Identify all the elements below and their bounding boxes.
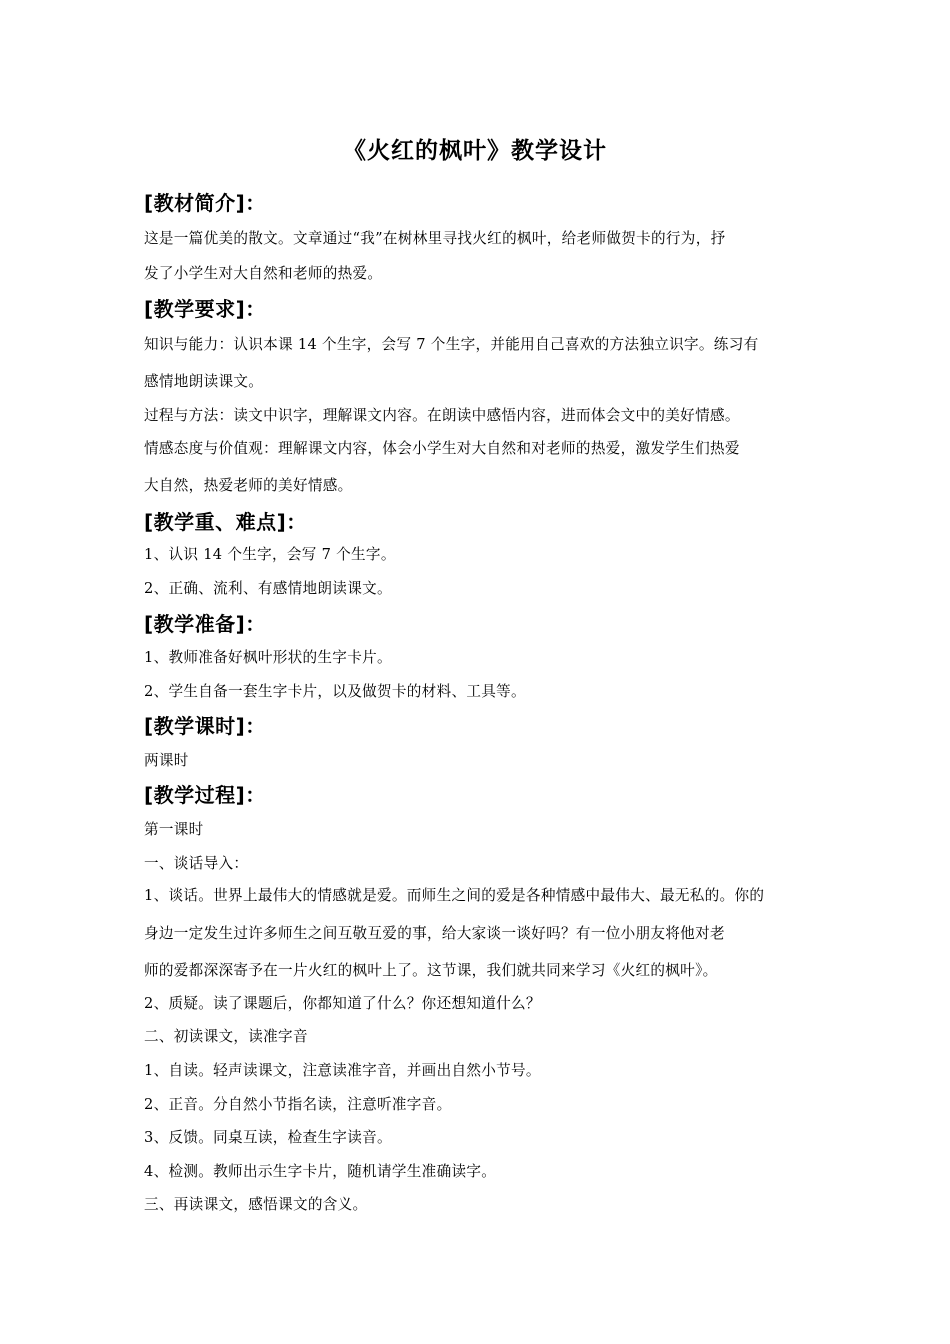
process-line-1: 第一课时 — [144, 821, 204, 838]
requirements-line-5: 大自然，热爱老师的美好情感。 — [144, 477, 353, 494]
section-heading-preparation: [教学准备]： — [144, 612, 266, 636]
process-line-4: 身边一定发生过许多师生之间互敬互爱的事，给大家谈一谈好吗？有一位小朋友将他对老 — [144, 925, 725, 942]
preparation-line-1: 1、教师准备好枫叶形状的生字卡片。 — [144, 649, 392, 666]
process-line-5: 师的爱都深深寄予在一片火红的枫叶上了。这节课，我们就共同来学习《火红的枫叶》。 — [144, 962, 718, 979]
intro-line-2: 发了小学生对大自然和老师的热爱。 — [144, 265, 383, 282]
process-line-9: 2、正音。分自然小节指名读，注意听准字音。 — [144, 1096, 452, 1113]
section-heading-process: [教学过程]： — [144, 783, 266, 807]
section-heading-keypoints: [教学重、难点]： — [144, 510, 307, 534]
requirements-line-1: 知识与能力：认识本课 14 个生字，会写 7 个生字，并能用自己喜欢的方法独立识字。练习有 — [144, 336, 759, 353]
requirements-line-2: 感情地朗读课文。 — [144, 373, 264, 390]
process-line-11: 4、检测。教师出示生字卡片，随机请学生准确读字。 — [144, 1163, 497, 1180]
process-line-3: 1、谈话。世界上最伟大的情感就是爱。而师生之间的爱是各种情感中最伟大、最无私的。你的 — [144, 887, 765, 904]
section-heading-requirements: [教学要求]： — [144, 297, 266, 321]
process-line-7: 二、初读课文，读准字音 — [144, 1028, 308, 1045]
document-title: 《火红的枫叶》教学设计 — [343, 138, 607, 164]
requirements-line-4: 情感态度与价值观：理解课文内容，体会小学生对大自然和对老师的热爱，激发学生们热爱 — [144, 440, 740, 457]
section-heading-hours: [教学课时]： — [144, 714, 266, 738]
preparation-line-2: 2、学生自备一套生字卡片，以及做贺卡的材料、工具等。 — [144, 683, 526, 700]
process-line-2: 一、谈话导入： — [144, 855, 249, 872]
process-line-6: 2、质疑。读了课题后，你都知道了什么？你还想知道什么？ — [144, 995, 541, 1012]
section-heading-intro: [教材简介]： — [144, 191, 266, 215]
keypoints-line-2: 2、正确、流利、有感情地朗读课文。 — [144, 580, 392, 597]
process-line-10: 3、反馈。同桌互读，检查生字读音。 — [144, 1129, 392, 1146]
requirements-line-3: 过程与方法：读文中识字，理解课文内容。在朗读中感悟内容，进而体会文中的美好情感。 — [144, 407, 740, 424]
intro-line-1: 这是一篇优美的散文。文章通过“我”在树林里寻找火红的枫叶，给老师做贺卡的行为，抒 — [144, 230, 726, 247]
process-line-8: 1、自读。轻声读课文，注意读准字音，并画出自然小节号。 — [144, 1062, 541, 1079]
hours-line-1: 两课时 — [144, 752, 189, 769]
keypoints-line-1: 1、认识 14 个生字，会写 7 个生字。 — [144, 546, 396, 563]
process-line-12: 三、再读课文，感悟课文的含义。 — [144, 1196, 368, 1213]
